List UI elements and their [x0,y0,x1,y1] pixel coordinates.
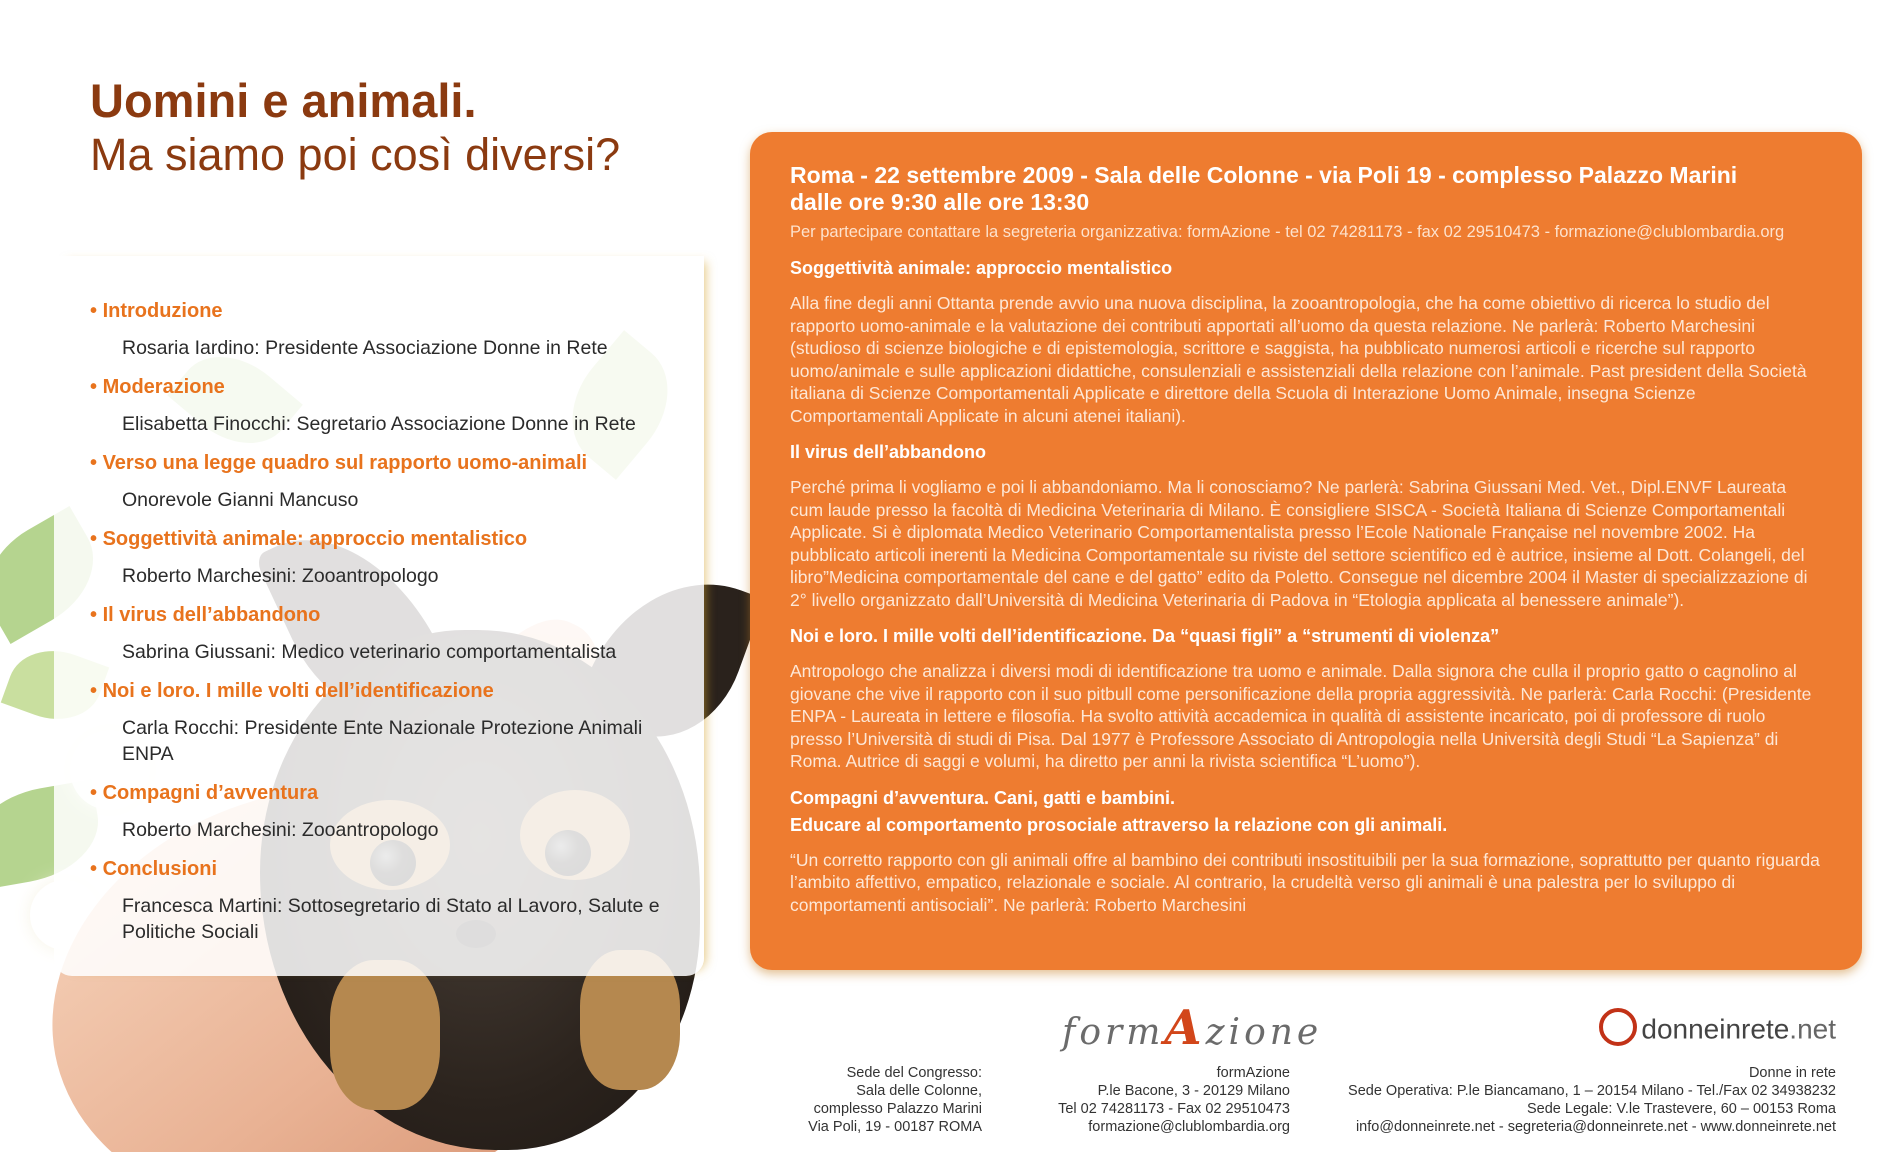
agenda-item [90,856,670,945]
agenda-item-title: • Verso una legge quadro sul rapporto uomo-animali [90,450,670,476]
agenda-item [90,298,670,361]
agenda-item [90,374,670,437]
section-text: Alla fine degli anni Ottanta prende avvio una nuova disciplina, la zooantropologia, che ha come obiettivo di ricerca lo studio del rapporto uomo-animale e la valutazione dei contributi apportati all’uomo da questa relazione. Ne parlerà: Roberto Marchesini (studioso di scienze biologiche e di epistemologia, scrittore e saggista, ha pubblicato numerosi articoli e ricerche sul rapporto uomo/animale e sulle applicazioni didattiche, consulenziali e assistenziali della relazione con l’animale. Past president della Società italiana di Scienze Comportamentali Applicate e direttore della Scuola di Interazione Uomo Animale, insegna Scienze Comportamentali Applicate in alcuni atenei italiani). [790,293,1807,426]
section-subtitle: Educare al comportamento prosociale attraverso la relazione con gli animali. [790,814,1448,835]
footer-donneinrete: Donne in rete Sede Operativa: P.le Biancamano, 1 – 20154 Milano - Tel./Fax 02 34938232 Sede Legale: V.le Trastevere, 60 – 00153 Roma info@donneinrete.net - segreteria@donneinrete.net - www.donneinrete.net [1348,1065,1836,1135]
section-title: Il virus dell’abbandono [790,442,987,462]
agenda-item-title: • Il virus dell’abbandono [90,602,670,628]
title-line-2: Ma siamo poi così diversi? [90,129,621,180]
agenda-item-speaker: Sabrina Giussani: Medico veterinario comportamentalista [122,641,617,663]
footer-formazione: formAzione P.le Bacone, 3 - 20129 Milano Tel 02 74281173 - Fax 02 29510473 formazione@clublombardia.org [1058,1065,1290,1135]
agenda-item-speaker: Rosaria Iardino: Presidente Associazione Donne in Rete [122,337,608,359]
event-place-date: Roma - 22 settembre 2009 - Sala delle Colonne - via Poli 19 - complesso Palazzo Marini [790,162,1738,188]
donneinrete-mark-icon [1599,1008,1637,1046]
event-details-box [750,132,1862,970]
formazione-logo: formAzione [1062,1000,1323,1056]
agenda-list [90,298,670,958]
agenda-item-speaker: Roberto Marchesini: Zooantropologo [122,565,439,587]
agenda-item-title: • Soggettività animale: approccio mentalistico [90,526,670,552]
section-title: Noi e loro. I mille volti dell’identificazione. Da “quasi figli” a “strumenti di violenza” [790,626,1500,646]
agenda-item-speaker: Elisabetta Finocchi: Segretario Associazione Donne in Rete [122,413,636,435]
agenda-item-speaker: Francesca Martini: Sottosegretario di Stato al Lavoro, Salute e Politiche Sociali [122,895,660,943]
agenda-item-speaker: Onorevole Gianni Mancuso [122,489,359,511]
agenda-item-speaker: Roberto Marchesini: Zooantropologo [122,819,439,841]
donneinrete-logo: donneinrete.net [1599,1012,1836,1050]
agenda-item [90,526,670,589]
agenda-item-title: • Moderazione [90,374,670,400]
event-time: dalle ore 9:30 alle ore 13:30 [790,189,1090,215]
event-contact: Per partecipare contattare la segreteria organizzativa: formAzione - tel 02 74281173 - fax 02 29510473 - formazione@clublombardia.org [790,223,1785,241]
agenda-item-title: • Conclusioni [90,856,670,882]
agenda-item-title: • Compagni d’avventura [90,780,670,806]
section-text: Antropologo che analizza i diversi modi di identificazione tra uomo e animale. Dalla signora che culla il proprio gatto o cagnolino al giovane che vive il rapporto con il suo pitbull come personificazione della propria aggressività. Ne parlerà: Carla Rocchi: (Presidente ENPA - Laureata in lettere e filosofia. Ha svolto attività accademica in qualità di assistente incaricato, poi di professore di ruolo presso l’Università di studi di Pisa. Dal 1977 è Professore Associato di Antropologia nella Università degli Studi “La Sapienza” di Roma. Autrice di saggi e volumi, ha diretto per anni la rivista scientifica “L’uomo”). [790,661,1812,771]
agenda-item-title: • Introduzione [90,298,670,324]
section-text: “Un corretto rapporto con gli animali offre al bambino dei contributi insostituibili per la sua formazione, soprattutto per quanto riguarda l’ambito affettivo, empatico, relazionale e sociale. Al contrario, la crudeltà verso gli animali è una palestra per lo sviluppo di comportamenti antisociali”. Ne parlerà: Roberto Marchesini [790,849,1820,915]
page-title [90,74,620,182]
agenda-item [90,678,670,767]
section-text: Perché prima li vogliamo e poi li abbandoniamo. Ma li conosciamo? Ne parlerà: Sabrina Giussani Med. Vet., Dipl.ENVF Laureata cum laude presso la facoltà di Medicina Veterinaria di Milano. È consigliere SISCA - Società Italiana di Scienze Comportamentali Applicate. Si è diplomata Medico Veterinario Comportamentalista presso l’Ecole Nationale Française nel novembre 2002. Ha pubblicato articoli inerenti la Medicina Comportamentale su riviste del settore scientifico ed è autrice, insieme al Dott. Colangeli, del libro”Medicina comportamentale del cane e del gatto” edito da Poletto. Consegue nel dicembre 2004 il Master di specializzazione di 2° livello organizzato dall’Università di Medicina Veterinaria di Padova in “Etologia applicata al benessere animale”). [790,477,1808,610]
agenda-item [90,780,670,843]
agenda-item [90,602,670,665]
section-title: Compagni d’avventura. Cani, gatti e bambini. [790,787,1176,808]
agenda-item-title: • Noi e loro. I mille volti dell’identificazione [90,678,670,704]
title-line-1: Uomini e animali. [90,74,477,127]
agenda-item [90,450,670,513]
agenda-item-speaker: Carla Rocchi: Presidente Ente Nazionale Protezione Animali ENPA [122,717,643,765]
footer-venue: Sede del Congresso: Sala delle Colonne, complesso Palazzo Marini Via Poli, 19 - 00187 ROMA [808,1065,982,1135]
section-title: Soggettività animale: approccio mentalistico [790,258,1173,278]
